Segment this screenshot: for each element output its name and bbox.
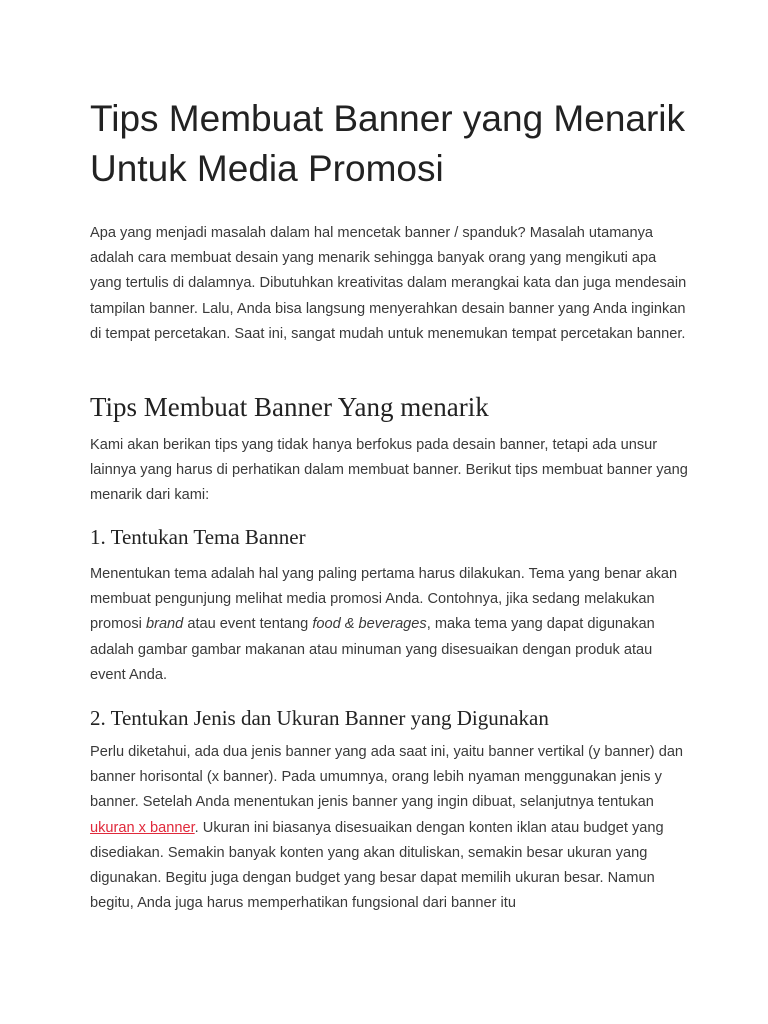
tip1-heading: 1. Tentukan Tema Banner xyxy=(90,525,306,549)
tip2-text-b: . Ukuran ini biasanya disesuaikan dengan konten iklan atau budget yang disediakan. Semakin banyak konten yang akan dituliskan, semakin besar ukuran yang digunakan. Begitu juga dengan budget yang besar dapat memilih ukuran besar. Namun begitu, Anda juga harus memperhatikan fungsional dari banner itu xyxy=(90,819,664,912)
tip2-paragraph xyxy=(90,740,690,916)
tip1-italic-food-beverages: food & beverages xyxy=(312,616,427,633)
tip1-italic-brand: brand xyxy=(145,616,184,633)
tip1-text-c: , maka tema yang dapat digunakan adalah gambar gambar makanan atau minuman yang disesuaikan dengan produk atau event Anda. xyxy=(90,616,655,683)
intro-paragraph: Apa yang menjadi masalah dalam hal mencetak banner / spanduk? Masalah utamanya adalah cara membuat desain yang menarik sehingga banyak orang yang mengikuti apa yang tertulis di dalamnya. Dibutuhkan kreativitas dalam merangkai kata dan juga mendesain tampilan banner. Lalu, Anda bisa langsung menyerahkan desain banner yang Anda inginkan di tempat percetakan. Saat ini, sangat mudah untuk menemukan tempat percetakan banner. xyxy=(90,225,687,342)
tip1-paragraph xyxy=(90,562,690,688)
tip2-heading: 2. Tentukan Jenis dan Ukuran Banner yang Digunakan xyxy=(90,706,549,730)
tip1-text-a: Menentukan tema adalah hal yang paling pertama harus dilakukan. Tema yang benar akan membuat pengunjung melihat media promosi Anda. Contohnya, jika sedang melakukan promosi xyxy=(90,566,678,633)
section-intro-paragraph: Kami akan berikan tips yang tidak hanya berfokus pada desain banner, tetapi ada unsur lainnya yang harus di perhatikan dalam membuat banner. Berikut tips membuat banner yang menarik dari kami: xyxy=(90,437,688,504)
article-title: Tips Membuat Banner yang Menarik Untuk Media Promosi xyxy=(90,98,686,189)
section-heading: Tips Membuat Banner Yang menarik xyxy=(90,392,489,422)
tip1-text-b: atau event tentang xyxy=(183,616,313,633)
ukuran-x-banner-link[interactable]: ukuran x banner xyxy=(90,819,195,836)
tip2-text-a: Perlu diketahui, ada dua jenis banner yang ada saat ini, yaitu banner vertikal (y banner) dan banner horisontal (x banner). Pada umumnya, orang lebih nyaman menggunakan jenis y banner. Setelah Anda menentukan jenis banner yang ingin dibuat, selanjutnya tentukan xyxy=(90,744,684,811)
